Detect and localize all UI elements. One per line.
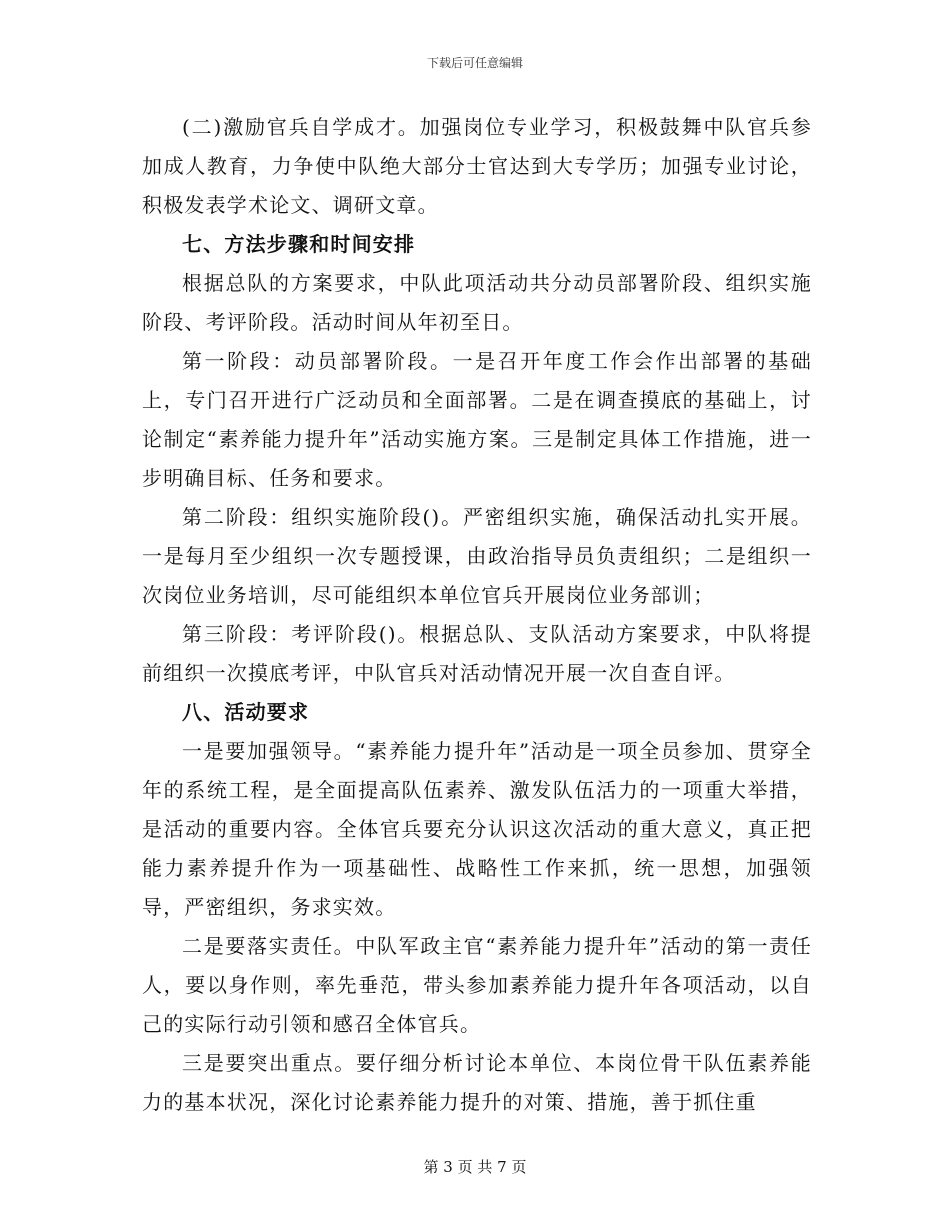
paragraph-plan-overview: 根据总队的方案要求，中队此项活动共分动员部署阶段、组织实施阶段、考评阶段。活动时间从年初至日。 <box>142 271 812 334</box>
document-body <box>142 108 812 1122</box>
paragraph-implement-responsibility: 二是要落实责任。中队军政主官“素养能力提升年”活动的第一责任人，要以身作则，率先垂范，带头参加素养能力提升年各项活动，以自己的实际行动引领和感召全体官兵。 <box>142 934 812 1036</box>
page-header: 下载后可任意编辑 <box>426 56 523 70</box>
paragraph-stage-two: 第二阶段：组织实施阶段()。严密组织实施，确保活动扎实开展。一是每月至少组织一次专题授课，由政治指导员负责组织；二是组织一次岗位业务培训，尽可能组织本单位官兵开展岗位业务部训； <box>142 505 812 607</box>
section-heading-7: 七、方法步骤和时间安排 <box>182 232 416 256</box>
paragraph-stage-one: 第一阶段：动员部署阶段。一是召开年度工作会作出部署的基础上，专门召开进行广泛动员和全面部署。二是在调查摸底的基础上，讨论制定“素养能力提升年”活动实施方案。三是制定具体工作措施，进一步明确目标、任务和要求。 <box>142 349 812 490</box>
paragraph-stage-three: 第三阶段：考评阶段()。根据总队、支队活动方案要求，中队将提前组织一次摸底考评，中队官兵对活动情况开展一次自查自评。 <box>142 622 812 685</box>
paragraph-strengthen-leadership: 一是要加强领导。“素养能力提升年”活动是一项全员参加、贯穿全年的系统工程，是全面提高队伍素养、激发队伍活力的一项重大举措，是活动的重要内容。全体官兵要充分认识这次活动的重大意义，真正把能力素养提升作为一项基础性、战略性工作来抓，统一思想，加强领导，严密组织，务求实效。 <box>142 739 812 919</box>
paragraph-encourage-self-study: (二)激励官兵自学成才。加强岗位专业学习，积极鼓舞中队官兵参加成人教育，力争使中队绝大部分士官达到大专学历；加强专业讨论，积极发表学术论文、调研文章。 <box>142 115 812 217</box>
section-heading-8: 八、活动要求 <box>182 700 310 724</box>
paragraph-highlight-focus: 三是要突出重点。要仔细分析讨论本单位、本岗位骨干队伍素养能力的基本状况，深化讨论素养能力提升的对策、措施，善于抓住重 <box>142 1051 812 1114</box>
page-footer: 第 3 页 共 7 页 <box>423 1158 527 1176</box>
